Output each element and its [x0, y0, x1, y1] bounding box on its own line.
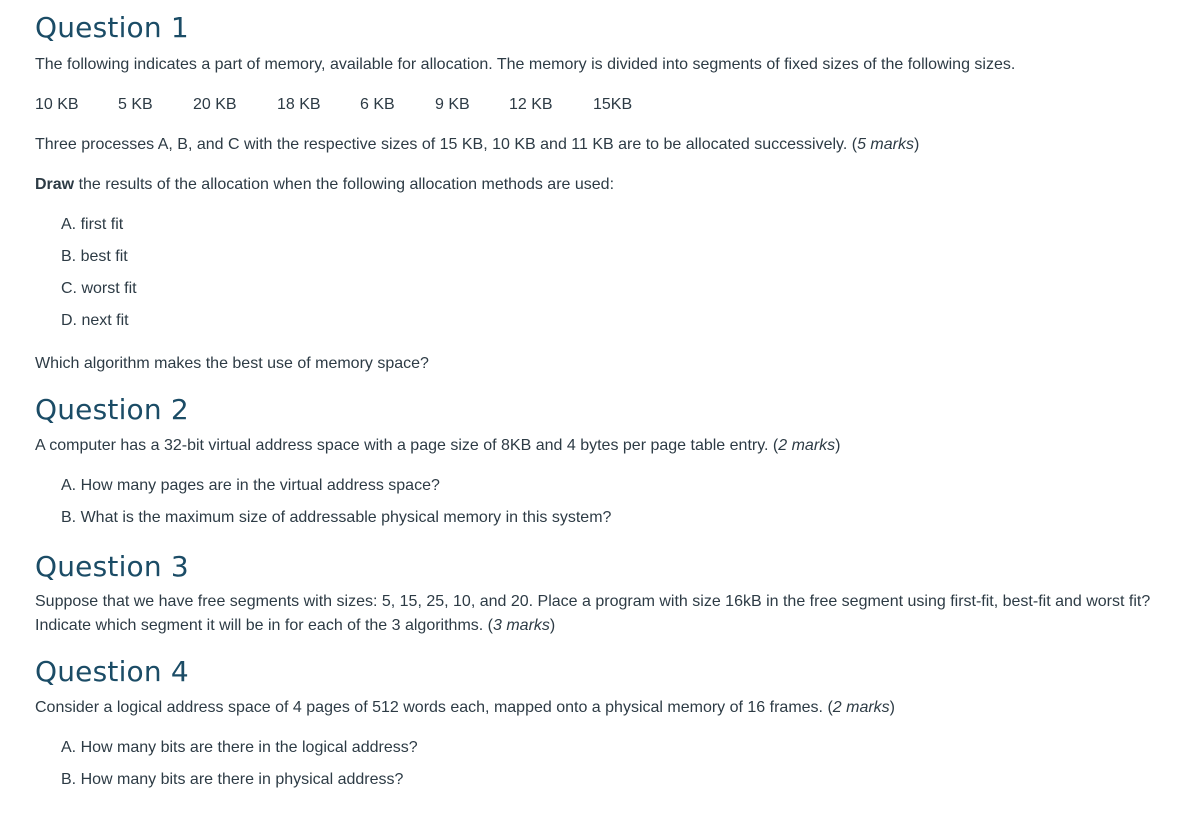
marks-close: ) [913, 136, 920, 153]
question-2-intro [35, 434, 840, 458]
question-3-line-1: Suppose that we have free segments with sizes: 5, 15, 25, 10, and 20. Place a program with size 16kB in the free segment using first-fit, best-fit and worst fit? [35, 593, 1151, 610]
intro-text: Consider a logical address space of 4 pages of 512 words each, mapped onto a physical memory of 16 frames. ( [35, 699, 833, 716]
list-item: B. best fit [61, 248, 128, 265]
marks-close: ) [889, 699, 895, 716]
segment-size: 12 KB [509, 96, 553, 113]
marks-close: ) [835, 437, 841, 454]
question-2-title: Question 2 [35, 393, 189, 426]
marks-label: 5 marks [857, 136, 914, 153]
question-1-final: Which algorithm makes the best use of memory space? [35, 355, 429, 372]
allocation-methods-list [35, 213, 137, 341]
marks-close: ) [549, 617, 556, 634]
segment-sizes [35, 93, 655, 117]
list-item: B. How many bits are there in physical address? [61, 771, 404, 788]
segment-size: 6 KB [360, 96, 395, 113]
segment-size: 18 KB [277, 96, 321, 113]
question-4-intro [35, 696, 895, 720]
marks-label: 2 marks [832, 699, 890, 716]
draw-text: the results of the allocation when the following allocation methods are used: [74, 176, 615, 193]
segment-size: 10 KB [35, 96, 79, 113]
list-item: C. worst fit [61, 280, 137, 297]
question-1-draw [35, 173, 614, 197]
segment-size: 15KB [593, 96, 633, 113]
question-1-title: Question 1 [35, 11, 189, 44]
list-item: A. How many pages are in the virtual address space? [61, 477, 440, 494]
marks-label: 3 marks [493, 617, 550, 634]
draw-keyword: Draw [35, 176, 75, 193]
segment-size: 20 KB [193, 96, 237, 113]
list-item: A. How many bits are there in the logical address? [61, 739, 418, 756]
question-4-items [35, 736, 418, 800]
intro-text: A computer has a 32-bit virtual address space with a page size of 8KB and 4 bytes per page table entry. ( [35, 437, 779, 454]
question-1-processes [35, 133, 919, 157]
marks-label: 2 marks [778, 437, 836, 454]
processes-text: Three processes A, B, and C with the respective sizes of 15 KB, 10 KB and 11 KB are to be allocated successively. ( [35, 136, 858, 153]
question-3-title: Question 3 [35, 550, 189, 583]
question-2-items [35, 474, 611, 538]
list-item: B. What is the maximum size of addressable physical memory in this system? [61, 509, 612, 526]
segment-size: 5 KB [118, 96, 153, 113]
segment-size: 9 KB [435, 96, 470, 113]
question-1-intro: The following indicates a part of memory, available for allocation. The memory is divided into segments of fixed sizes of the following sizes. [35, 56, 1016, 73]
question-4-title: Question 4 [35, 655, 189, 688]
line-text: Indicate which segment it will be in for each of the 3 algorithms. ( [35, 617, 493, 634]
question-3-line-2 [35, 614, 555, 638]
list-item: A. first fit [61, 216, 124, 233]
list-item: D. next fit [61, 312, 129, 329]
